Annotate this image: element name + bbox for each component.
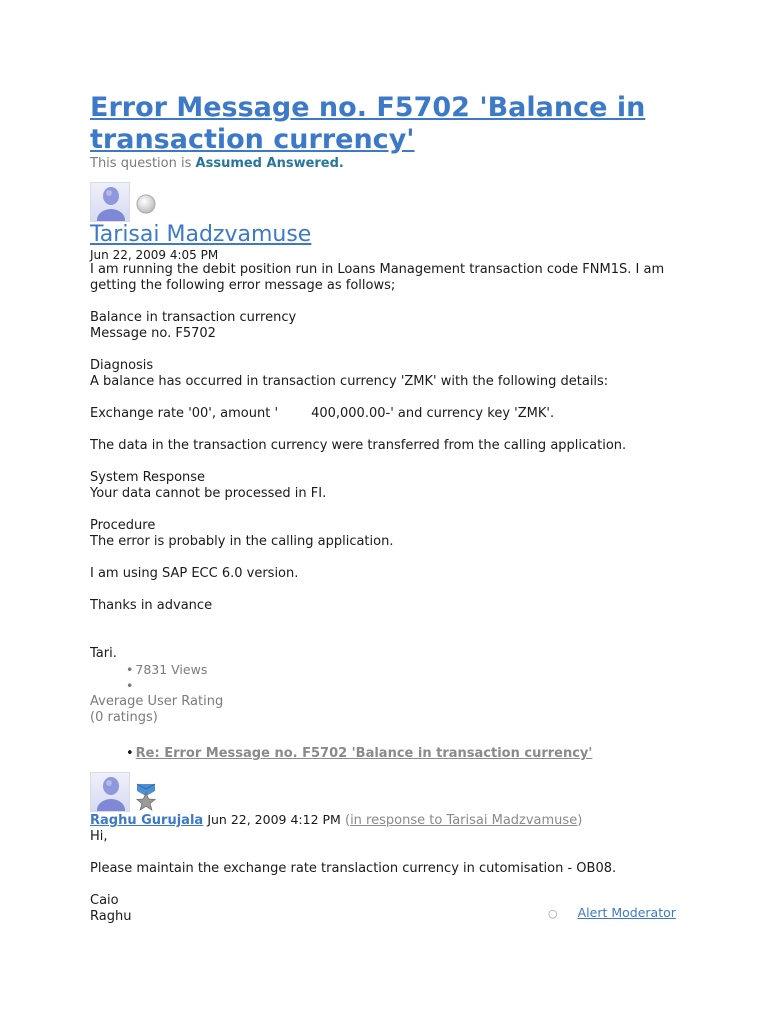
reply-paren-close: )	[577, 813, 583, 828]
reply-paren-open: (	[344, 813, 351, 828]
post-author[interactable]: Tarisai Madzvamuse	[90, 222, 312, 247]
bullet-icon: •	[126, 746, 134, 761]
alert-moderator-link[interactable]: Alert Moderator	[577, 905, 676, 920]
question-title[interactable]: Error Message no. F5702 'Balance in transaction currency'	[90, 92, 646, 155]
status-prefix: This question is	[90, 156, 192, 171]
reply-date: Jun 22, 2009 4:12 PM	[207, 812, 341, 827]
reply-body: Hi, Please maintain the exchange rate translaction currency in cutomisation - OB08. Caio Raghu	[90, 829, 617, 924]
reply-author[interactable]: Raghu Gurujala	[90, 813, 204, 828]
meta-empty-item	[126, 678, 750, 694]
presence-status-icon	[136, 194, 156, 214]
rating-label: Average User Rating	[90, 694, 224, 709]
reply-title-link[interactable]: Re: Error Message no. F5702 'Balance in transaction currency'	[135, 746, 593, 761]
question-status	[90, 156, 750, 172]
reply-link-item	[90, 746, 750, 762]
circle-bullet-icon: ○	[548, 907, 558, 920]
status-value: Assumed Answered.	[195, 156, 344, 171]
user-avatar-icon[interactable]	[90, 182, 130, 222]
reply-avatar-row	[90, 772, 750, 812]
views-count: • 7831 Views	[126, 662, 750, 678]
alert-moderator-item	[548, 905, 676, 922]
post-date: Jun 22, 2009 4:05 PM	[90, 248, 219, 262]
thread-container	[90, 92, 750, 925]
in-response-link[interactable]: in response to Tarisai Madzvamuse	[350, 813, 578, 828]
reply-header	[90, 812, 750, 829]
author-avatar-row	[90, 182, 750, 222]
user-avatar-icon[interactable]	[90, 772, 130, 812]
rating-count: (0 ratings)	[90, 710, 158, 725]
post-meta-list	[90, 662, 750, 694]
star-badge-icon	[134, 782, 158, 812]
post-body: I am running the debit position run in Loans Management transaction code FNM1S. I am getting the following error message as follows; Balance in transaction currency Message no. F5702 Diagnosis A balance has occurred in transaction currency 'ZMK' with the following details: Exchange rate '00', amount ' 400,000.00-' and currency key 'ZMK'. The data in the transaction currency were transferred from the calling application. System Response Your data cannot be processed in FI. Procedure The error is probably in the calling application. I am using SAP ECC 6.0 version. Thanks in advance Tari.	[90, 262, 665, 661]
